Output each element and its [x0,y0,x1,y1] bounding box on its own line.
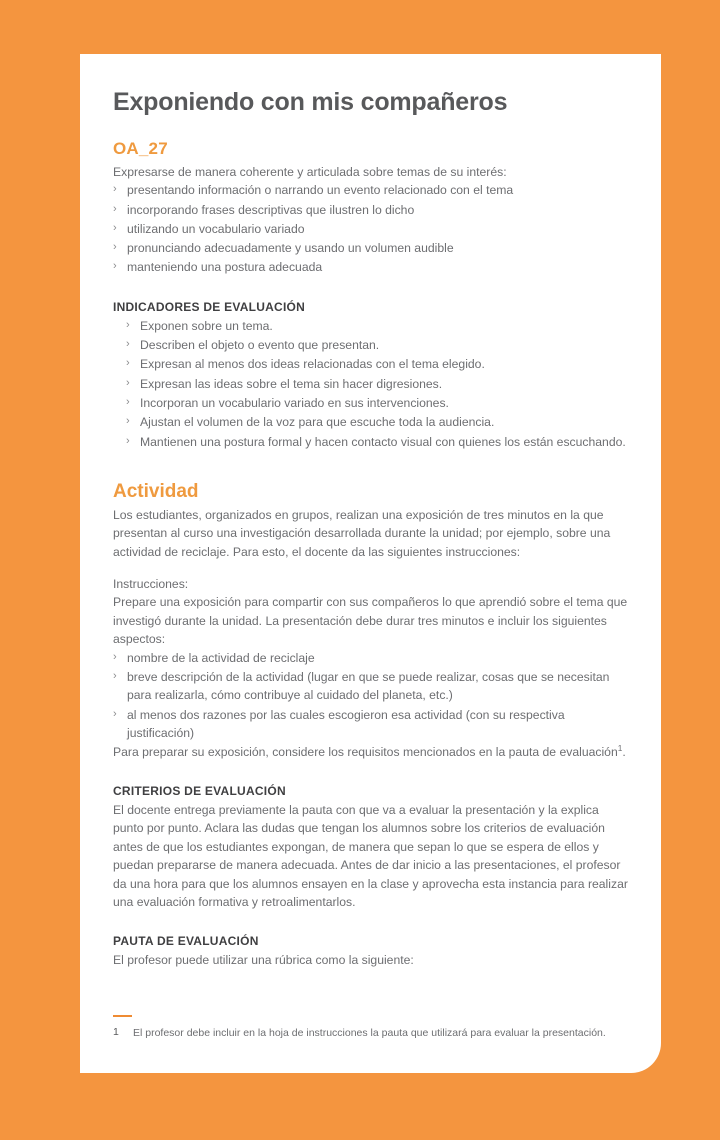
list-item-label: utilizando un vocabulario variado [127,221,305,236]
list-item [113,181,631,199]
actividad-intro-text: Los estudiantes, organizados en grupos, realizan una exposición de tres minutos en la que presentan al curso una investigación desarrollada durante la unidad; por ejemplo, sobre una actividad de reciclaje. Para esto, el docente da las siguientes instrucciones: [113,507,611,559]
spacer [113,278,631,300]
footnote-text: El profesor debe incluir en la hoja de instrucciones la pauta que utilizará para evaluar la presentación. [133,1027,606,1039]
list-item [113,258,631,276]
list-item [126,336,631,354]
actividad-closing-main: Para preparar su exposición, considere los requisitos mencionados en la pauta de evaluación [113,745,618,760]
oa-code-heading: OA_27 [113,138,168,158]
spacer [113,452,631,481]
list-item-label: Expresan al menos dos ideas relacionadas con el tema elegido. [140,357,485,372]
footnote-row [113,1026,631,1041]
chevron-right-icon: › [126,434,130,447]
document-content [113,88,631,970]
criterios-heading: CRITERIOS DE EVALUACIÓN [113,783,286,798]
chevron-right-icon: › [113,260,117,273]
chevron-right-icon: › [113,241,117,254]
list-item-label: Mantienen una postura formal y hacen contacto visual con quienes los están escuchando. [140,434,626,449]
chevron-right-icon: › [126,415,130,428]
list-item [126,394,631,412]
chevron-right-icon: › [126,318,130,331]
chevron-right-icon: › [126,376,130,389]
spacer [113,762,631,784]
list-item [113,239,631,257]
list-item-label: nombre de la actividad de reciclaje [127,650,315,665]
chevron-right-icon: › [126,338,130,351]
list-item-label: Incorporan un vocabulario variado en sus intervenciones. [140,395,449,410]
footnote-divider [113,1015,132,1017]
list-item-label: incorporando frases descriptivas que ilustren lo dicho [127,202,415,217]
list-item-label: al menos dos razones por las cuales escogieron esa actividad (con su respectiva justificación) [127,707,565,740]
list-item [113,201,631,219]
indicadores-bullet-list [113,317,631,451]
pauta-heading: PAUTA DE EVALUACIÓN [113,934,259,948]
chevron-right-icon: › [126,357,130,370]
chevron-right-icon: › [113,707,117,720]
list-item-label: breve descripción de la actividad (lugar en que se puede realizar, cosas que se necesitan para realizarla, cómo contribuye al cuidado del planeta, etc.) [127,669,610,703]
list-item [113,706,631,743]
chevron-right-icon: › [113,221,117,234]
instrucciones-intro-text: Prepare una exposición para compartir con sus compañeros lo que aprendió sobre el tema que investigó durante la unidad. La presentación debe durar tres minutos e incluir los siguientes aspectos: [113,595,628,647]
list-item [126,375,631,393]
oa-intro-text: Expresarse de manera coherente y articulada sobre temas de su interés: [113,164,507,179]
list-item [113,668,631,705]
actividad-heading: Actividad [113,480,199,502]
page-title: Exponiendo con mis compañeros [113,88,508,116]
document-page [80,54,661,1073]
list-item [113,220,631,238]
pauta-text: El profesor puede utilizar una rúbrica como la siguiente: [113,953,414,967]
chevron-right-icon: › [113,183,117,196]
list-item-label: Ajustan el volumen de la voz para que escuche toda la audiencia. [140,415,495,430]
instrucciones-label: Instrucciones: [113,576,189,591]
instrucciones-bullet-list [113,649,631,742]
list-item-label: Expresan las ideas sobre el tema sin hacer digresiones. [140,376,443,391]
oa-bullet-list [113,181,631,276]
footnote-number: 1 [113,1026,119,1038]
list-item [126,433,631,451]
list-item-label: manteniendo una postura adecuada [127,260,323,275]
list-item-label: presentando información o narrando un evento relacionado con el tema [127,183,514,198]
chevron-right-icon: › [113,669,117,682]
chevron-right-icon: › [113,650,117,663]
list-item [126,317,631,335]
chevron-right-icon: › [126,395,130,408]
list-item [126,355,631,373]
list-item-label: pronunciando adecuadamente y usando un volumen audible [127,241,454,256]
list-item-label: Describen el objeto o evento que presentan. [140,338,380,353]
actividad-closing-period: . [622,745,626,760]
spacer [113,912,631,934]
spacer [113,562,631,575]
footnote-marker: 1 [617,743,623,754]
indicadores-heading: INDICADORES DE EVALUACIÓN [113,299,306,314]
list-item-label: Exponen sobre un tema. [140,318,273,333]
criterios-text: El docente entrega previamente la pauta con que va a evaluar la presentación y la explica punto por punto. Aclara las dudas que tengan los alumnos sobre los criterios de evaluación antes de que los estudiantes expongan, de manera que sepan lo que se espera de ellos y puedan prepararse de manera adecuada. Antes de dar inicio a las presentaciones, el profesor da una hora para que los alumnos ensayen en la clase y aprovecha esta instancia para realizar una evaluación formativa y retroalimentarlos. [113,802,628,910]
footnote-section [113,1015,631,1041]
actividad-closing-text [113,743,631,762]
list-item [126,413,631,431]
list-item [113,649,631,667]
chevron-right-icon: › [113,202,117,215]
